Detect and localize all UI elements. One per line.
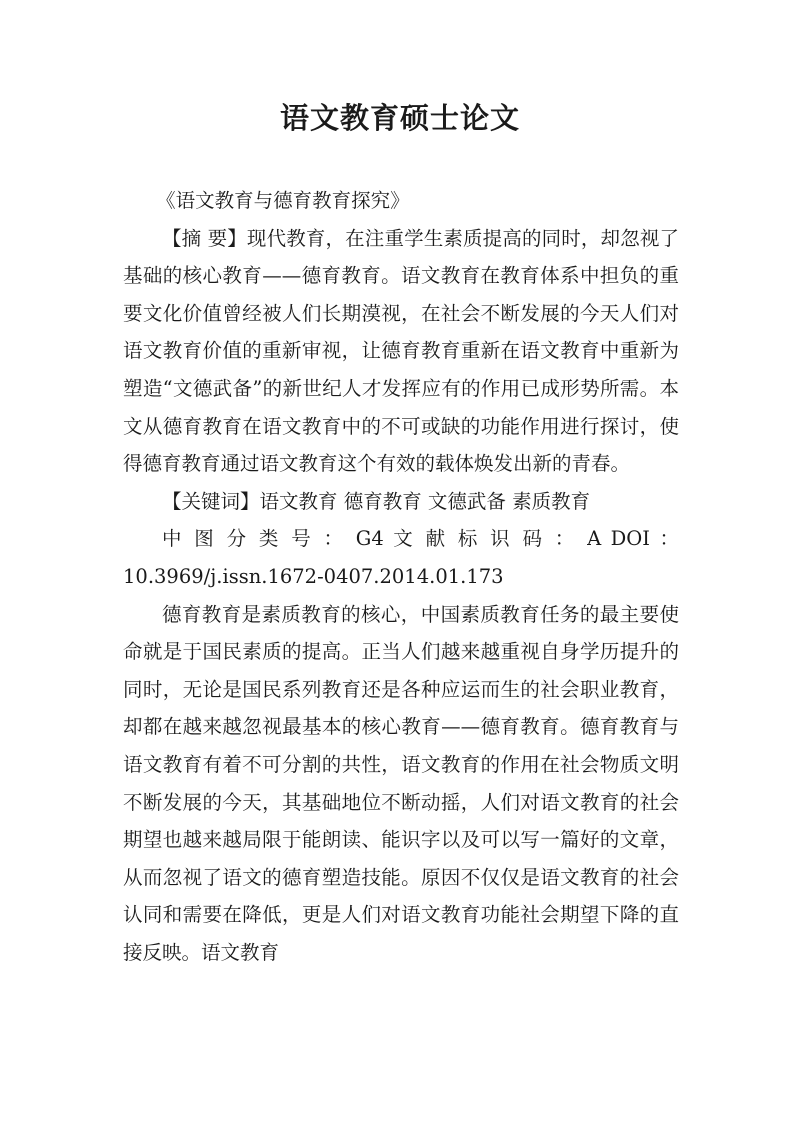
abstract-paragraph: 【摘 要】现代教育，在注重学生素质提高的同时，却忽视了基础的核心教育——德育教育。语文教育在教育体系中担负的重要文化价值曾经被人们长期漠视，在社会不断发展的今天人们对语文教育价值的重新审视，让德育教育重新在语文教育中重新为塑造“文德武备”的新世纪人才发挥应有的作用已成形势所需。本文从德育教育在语文教育中的不可或缺的功能作用进行探讨，使得德育教育通过语文教育这个有效的载体焕发出新的青春。 <box>123 226 679 476</box>
article-subtitle: 《语文教育与德育教育探究》 <box>156 189 410 212</box>
document-title: 语文教育硕士论文 <box>279 101 520 135</box>
document-body <box>123 182 679 971</box>
keywords-line: 【关键词】语文教育 德育教育 文德武备 素质教育 <box>162 489 591 513</box>
doi-line: 10.3969/j.issn.1672-0407.2014.01.173 <box>123 564 504 588</box>
classification-line: 中 图 分 类 号 ： G4 文 献 标 识 码 ： A DOI ： <box>162 527 679 551</box>
body-paragraph: 德育教育是素质教育的核心，中国素质教育任务的最主要使命就是于国民素质的提高。正当人们越来越重视自身学历提升的同时，无论是国民系列教育还是各种应运而生的社会职业教育，却都在越来越忽视最基本的核心教育——德育教育。德育教育与语文教育有着不可分割的共性，语文教育的作用在社会物质文明不断发展的今天，其基础地位不断动摇，人们对语文教育的社会期望也越来越局限于能朗读、能识字以及可以写一篇好的文章，从而忽视了语文的德育塑造技能。原因不仅仅是语文教育的社会认同和需要在降低，更是人们对语文教育功能社会期望下降的直接反映。语文教育 <box>123 602 679 964</box>
